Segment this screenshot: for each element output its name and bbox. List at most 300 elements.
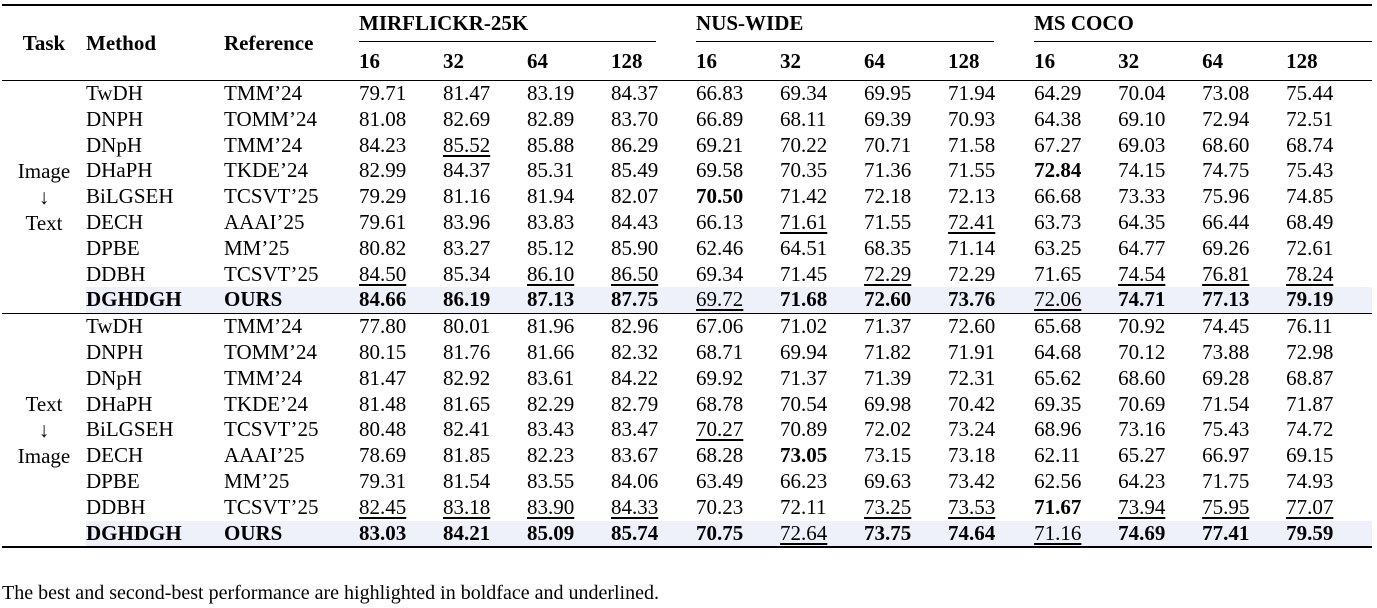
map-value-cell bbox=[443, 392, 527, 418]
header-bits: 32 bbox=[443, 49, 464, 73]
map-value: 66.89 bbox=[696, 106, 744, 131]
map-value-cell bbox=[527, 287, 611, 313]
map-value-cell bbox=[1286, 236, 1372, 262]
reference-venue: TMM’24 bbox=[224, 81, 303, 105]
map-value: 75.43 bbox=[1286, 158, 1334, 183]
map-value-cell bbox=[864, 133, 948, 159]
map-value: 79.19 bbox=[1286, 287, 1334, 312]
table-footnote: The best and second-best performance are highlighted in boldface and underlined. bbox=[2, 582, 659, 604]
map-value-cell bbox=[864, 417, 948, 443]
map-value: 72.98 bbox=[1286, 339, 1334, 364]
map-value-cell bbox=[611, 262, 696, 288]
map-value-cell bbox=[1034, 107, 1118, 133]
map-value: 74.72 bbox=[1286, 417, 1334, 442]
map-value: 70.50 bbox=[696, 184, 744, 209]
method-name: DNPH bbox=[86, 339, 144, 364]
reference-venue: OURS bbox=[224, 287, 359, 313]
map-value: 74.54 bbox=[1118, 261, 1166, 286]
map-value-cell bbox=[1202, 133, 1286, 159]
map-value-cell bbox=[359, 107, 443, 133]
map-value: 85.88 bbox=[527, 132, 575, 157]
map-value: 77.41 bbox=[1202, 520, 1250, 545]
map-value-cell bbox=[1202, 495, 1286, 521]
map-value-cell bbox=[1034, 314, 1118, 340]
map-value: 72.41 bbox=[948, 209, 996, 234]
reference-venue: TMM’24 bbox=[224, 132, 303, 157]
header-bits: 32 bbox=[1118, 49, 1140, 73]
map-value-cell bbox=[1118, 287, 1202, 313]
map-value-cell bbox=[611, 495, 696, 521]
map-value-cell bbox=[527, 262, 611, 288]
map-value-cell bbox=[696, 262, 780, 288]
map-value-cell bbox=[527, 417, 611, 443]
map-value: 72.64 bbox=[780, 520, 828, 545]
map-value-cell bbox=[780, 184, 864, 210]
map-value: 81.47 bbox=[359, 365, 407, 390]
map-value-cell bbox=[611, 521, 696, 548]
reference-venue: TMM’24 bbox=[224, 365, 303, 390]
map-value: 70.42 bbox=[948, 391, 996, 416]
map-value-cell bbox=[1202, 107, 1286, 133]
map-value: 65.68 bbox=[1034, 314, 1082, 339]
map-value-cell bbox=[359, 495, 443, 521]
map-value-cell bbox=[1034, 262, 1118, 288]
map-value: 62.56 bbox=[1034, 468, 1082, 493]
map-value-cell bbox=[527, 158, 611, 184]
map-value: 69.03 bbox=[1118, 132, 1166, 157]
map-value: 64.35 bbox=[1118, 209, 1166, 234]
map-value-cell bbox=[948, 236, 1034, 262]
map-value-cell bbox=[696, 184, 780, 210]
header-bits: 64 bbox=[864, 49, 886, 73]
map-value: 84.23 bbox=[359, 132, 407, 157]
map-value: 69.39 bbox=[864, 106, 912, 131]
map-value: 72.51 bbox=[1286, 106, 1334, 131]
map-value: 79.61 bbox=[359, 209, 407, 234]
reference-venue: TKDE’24 bbox=[224, 391, 308, 416]
map-value-cell bbox=[1286, 314, 1372, 340]
map-value-cell bbox=[527, 469, 611, 495]
map-value: 83.18 bbox=[443, 494, 491, 519]
map-value: 71.61 bbox=[780, 209, 828, 234]
map-value: 70.69 bbox=[1118, 391, 1166, 416]
map-value: 62.46 bbox=[696, 235, 744, 260]
map-value-cell bbox=[696, 417, 780, 443]
map-value: 80.15 bbox=[359, 339, 407, 364]
map-value-cell bbox=[1286, 287, 1372, 313]
method-name: DNPH bbox=[86, 106, 144, 131]
method-name: DPBE bbox=[86, 235, 140, 260]
map-value-cell bbox=[359, 417, 443, 443]
map-value-cell bbox=[1286, 469, 1372, 495]
table-row bbox=[2, 210, 1372, 236]
map-value: 74.15 bbox=[1118, 158, 1166, 183]
map-value: 72.11 bbox=[780, 494, 827, 519]
map-value: 79.29 bbox=[359, 184, 407, 209]
header-reference: Reference bbox=[224, 30, 314, 55]
header-task: Task bbox=[22, 30, 66, 55]
map-value: 80.48 bbox=[359, 417, 407, 442]
map-value: 74.69 bbox=[1118, 520, 1166, 545]
map-value-cell bbox=[1118, 521, 1202, 548]
map-value-cell bbox=[443, 184, 527, 210]
map-value: 71.94 bbox=[948, 81, 996, 105]
map-value: 76.11 bbox=[1286, 314, 1333, 339]
map-value-cell bbox=[1202, 158, 1286, 184]
map-value-cell bbox=[611, 287, 696, 313]
header-bits: 64 bbox=[527, 49, 548, 73]
header-bits: 128 bbox=[1286, 49, 1318, 73]
map-value-cell bbox=[1118, 184, 1202, 210]
map-value-cell bbox=[948, 340, 1034, 366]
map-value-cell bbox=[443, 314, 527, 340]
map-value: 66.44 bbox=[1202, 209, 1250, 234]
map-value-cell bbox=[1034, 366, 1118, 392]
map-value: 82.96 bbox=[611, 314, 659, 339]
map-value-cell bbox=[1118, 443, 1202, 469]
map-value-cell bbox=[443, 340, 527, 366]
map-value: 74.64 bbox=[948, 520, 996, 545]
map-value: 87.13 bbox=[527, 287, 575, 312]
map-value-cell bbox=[1118, 107, 1202, 133]
map-value-cell bbox=[948, 366, 1034, 392]
map-value: 68.74 bbox=[1286, 132, 1334, 157]
map-value-cell bbox=[359, 158, 443, 184]
map-value: 73.25 bbox=[864, 494, 912, 519]
map-value: 83.47 bbox=[611, 417, 659, 442]
arrow-down-icon: ↓ bbox=[38, 185, 50, 210]
map-value: 71.42 bbox=[780, 184, 828, 209]
map-value-cell bbox=[780, 340, 864, 366]
map-value: 73.05 bbox=[780, 443, 828, 468]
map-value-cell bbox=[1286, 417, 1372, 443]
map-value: 73.24 bbox=[948, 417, 996, 442]
map-value-cell bbox=[1202, 392, 1286, 418]
map-value-cell bbox=[780, 210, 864, 236]
map-value: 71.65 bbox=[1034, 261, 1082, 286]
map-value-cell bbox=[1286, 340, 1372, 366]
map-value-cell bbox=[443, 469, 527, 495]
map-value: 70.22 bbox=[780, 132, 828, 157]
map-value-cell bbox=[948, 81, 1034, 107]
map-value: 71.37 bbox=[864, 314, 912, 339]
map-value-cell bbox=[1286, 262, 1372, 288]
map-value-cell bbox=[1202, 469, 1286, 495]
map-value-cell bbox=[1118, 495, 1202, 521]
reference-venue: TCSVT’25 bbox=[224, 417, 319, 442]
map-value: 84.37 bbox=[443, 158, 491, 183]
map-value-cell bbox=[1034, 417, 1118, 443]
header-bits: 16 bbox=[696, 49, 718, 73]
map-value: 83.19 bbox=[527, 81, 575, 105]
map-value-cell bbox=[1202, 262, 1286, 288]
map-value: 82.29 bbox=[527, 391, 575, 416]
map-value-cell bbox=[780, 521, 864, 548]
map-value: 69.58 bbox=[696, 158, 744, 183]
map-value: 83.61 bbox=[527, 365, 575, 390]
map-value-cell bbox=[1034, 236, 1118, 262]
map-value-cell bbox=[780, 287, 864, 313]
map-value: 71.16 bbox=[1034, 520, 1082, 545]
map-value: 69.26 bbox=[1202, 235, 1250, 260]
map-value-cell bbox=[1286, 443, 1372, 469]
header-method: Method bbox=[86, 30, 156, 55]
map-value-cell bbox=[1202, 81, 1286, 107]
map-value-cell bbox=[948, 443, 1034, 469]
map-value: 83.90 bbox=[527, 494, 575, 519]
map-value: 84.37 bbox=[611, 81, 659, 105]
map-value: 85.09 bbox=[527, 520, 575, 545]
map-value-cell bbox=[443, 495, 527, 521]
header-dataset-nuswide: NUS-WIDE bbox=[696, 5, 1034, 42]
map-value-cell bbox=[948, 158, 1034, 184]
method-name: DECH bbox=[86, 209, 144, 234]
header-bits: 16 bbox=[359, 49, 380, 73]
map-value-cell bbox=[948, 184, 1034, 210]
reference-venue: TKDE’24 bbox=[224, 158, 308, 183]
map-value: 64.29 bbox=[1034, 81, 1082, 105]
map-value-cell bbox=[696, 81, 780, 107]
task-label bbox=[2, 81, 86, 314]
map-value: 86.19 bbox=[443, 287, 491, 312]
map-value-cell bbox=[864, 184, 948, 210]
map-value: 82.07 bbox=[611, 184, 659, 209]
map-value-cell bbox=[1202, 236, 1286, 262]
map-value-cell bbox=[611, 443, 696, 469]
map-value: 73.16 bbox=[1118, 417, 1166, 442]
map-value: 84.50 bbox=[359, 261, 407, 286]
map-value: 72.13 bbox=[948, 184, 996, 209]
map-value: 69.21 bbox=[696, 132, 744, 157]
map-value-cell bbox=[527, 521, 611, 548]
method-name: BiLGSEH bbox=[86, 184, 174, 209]
map-value-cell bbox=[527, 443, 611, 469]
map-value-cell bbox=[780, 158, 864, 184]
map-value-cell bbox=[443, 210, 527, 236]
method-name: DNpH bbox=[86, 132, 142, 157]
map-value: 63.49 bbox=[696, 468, 744, 493]
map-value: 69.92 bbox=[696, 365, 744, 390]
method-name: DPBE bbox=[86, 468, 140, 493]
map-value: 83.83 bbox=[527, 209, 575, 234]
map-value-cell bbox=[1118, 210, 1202, 236]
map-value-cell bbox=[359, 392, 443, 418]
map-value: 81.08 bbox=[359, 106, 407, 131]
map-value-cell bbox=[611, 133, 696, 159]
map-value-cell bbox=[527, 184, 611, 210]
map-value-cell bbox=[696, 133, 780, 159]
map-value-cell bbox=[696, 287, 780, 313]
map-value-cell bbox=[359, 210, 443, 236]
map-value: 70.23 bbox=[696, 494, 744, 519]
map-value: 66.97 bbox=[1202, 443, 1250, 468]
map-value: 82.69 bbox=[443, 106, 491, 131]
map-value: 70.12 bbox=[1118, 339, 1166, 364]
reference-venue: TCSVT’25 bbox=[224, 184, 319, 209]
map-value: 69.28 bbox=[1202, 365, 1250, 390]
header-dataset-mirflickr: MIRFLICKR-25K bbox=[359, 5, 696, 42]
map-value: 64.77 bbox=[1118, 235, 1166, 260]
map-value: 83.43 bbox=[527, 417, 575, 442]
table-row bbox=[2, 340, 1372, 366]
map-value-cell bbox=[1034, 495, 1118, 521]
map-value: 85.90 bbox=[611, 235, 659, 260]
map-value: 82.32 bbox=[611, 339, 659, 364]
map-value-cell bbox=[443, 521, 527, 548]
map-value: 67.06 bbox=[696, 314, 744, 339]
map-value: 84.06 bbox=[611, 468, 659, 493]
map-value: 79.71 bbox=[359, 81, 407, 105]
map-value-cell bbox=[696, 340, 780, 366]
map-value: 71.02 bbox=[780, 314, 828, 339]
method-name: DGHDGH bbox=[86, 287, 224, 313]
map-value: 77.80 bbox=[359, 314, 407, 339]
map-value: 75.96 bbox=[1202, 184, 1250, 209]
map-value-cell bbox=[696, 443, 780, 469]
map-value-cell bbox=[1286, 133, 1372, 159]
map-value-cell bbox=[948, 495, 1034, 521]
map-value: 72.94 bbox=[1202, 106, 1250, 131]
map-value: 71.39 bbox=[864, 365, 912, 390]
map-value: 73.94 bbox=[1118, 494, 1166, 519]
header-bits: 16 bbox=[1034, 49, 1056, 73]
map-value: 81.48 bbox=[359, 391, 407, 416]
map-value-cell bbox=[359, 314, 443, 340]
map-value-cell bbox=[527, 210, 611, 236]
table-row bbox=[2, 417, 1372, 443]
reference-venue: MM’25 bbox=[224, 235, 290, 260]
map-value: 82.41 bbox=[443, 417, 491, 442]
map-value: 68.78 bbox=[696, 391, 744, 416]
map-value: 84.21 bbox=[443, 520, 491, 545]
map-value-cell bbox=[1118, 366, 1202, 392]
table-row bbox=[2, 184, 1372, 210]
method-name: DNpH bbox=[86, 365, 142, 390]
map-value-cell bbox=[1202, 210, 1286, 236]
map-value: 70.71 bbox=[864, 132, 912, 157]
map-value: 64.51 bbox=[780, 235, 828, 260]
map-value: 71.54 bbox=[1202, 391, 1250, 416]
reference-venue: TOMM’24 bbox=[224, 339, 317, 364]
map-value-cell bbox=[1118, 314, 1202, 340]
reference-venue: AAAI’25 bbox=[224, 209, 305, 234]
map-value-cell bbox=[864, 81, 948, 107]
map-value-cell bbox=[780, 262, 864, 288]
map-value: 72.29 bbox=[948, 261, 996, 286]
map-value-cell bbox=[1118, 340, 1202, 366]
reference-venue: TMM’24 bbox=[224, 314, 303, 339]
map-value: 81.65 bbox=[443, 391, 491, 416]
map-value: 76.81 bbox=[1202, 261, 1250, 286]
map-value-cell bbox=[864, 210, 948, 236]
map-value: 86.29 bbox=[611, 132, 659, 157]
map-value-cell bbox=[1034, 469, 1118, 495]
map-value-cell bbox=[1202, 314, 1286, 340]
map-value-cell bbox=[611, 107, 696, 133]
map-value-cell bbox=[1202, 521, 1286, 548]
map-value-cell bbox=[864, 262, 948, 288]
map-value-cell bbox=[696, 366, 780, 392]
map-value: 71.58 bbox=[948, 132, 996, 157]
header-row-datasets bbox=[2, 5, 1372, 42]
table-row bbox=[2, 287, 1372, 313]
map-value: 71.75 bbox=[1202, 468, 1250, 493]
map-value-cell bbox=[780, 392, 864, 418]
map-value: 75.43 bbox=[1202, 417, 1250, 442]
map-value-cell bbox=[948, 417, 1034, 443]
map-value-cell bbox=[780, 107, 864, 133]
map-value-cell bbox=[443, 287, 527, 313]
map-value: 71.82 bbox=[864, 339, 912, 364]
map-value: 70.75 bbox=[696, 520, 744, 545]
map-value: 81.54 bbox=[443, 468, 491, 493]
map-value-cell bbox=[611, 314, 696, 340]
task-label bbox=[2, 314, 86, 548]
table-row bbox=[2, 107, 1372, 133]
map-value: 66.83 bbox=[696, 81, 744, 105]
map-value: 70.92 bbox=[1118, 314, 1166, 339]
table-row bbox=[2, 495, 1372, 521]
map-value: 82.79 bbox=[611, 391, 659, 416]
map-value: 63.25 bbox=[1034, 235, 1082, 260]
map-value: 74.71 bbox=[1118, 287, 1166, 312]
map-value-cell bbox=[443, 158, 527, 184]
map-value-cell bbox=[1118, 392, 1202, 418]
map-value-cell bbox=[864, 469, 948, 495]
map-value: 74.75 bbox=[1202, 158, 1250, 183]
map-value: 63.73 bbox=[1034, 209, 1082, 234]
map-value-cell bbox=[359, 236, 443, 262]
map-value: 74.93 bbox=[1286, 468, 1334, 493]
header-bits: 128 bbox=[948, 49, 980, 73]
map-value: 77.13 bbox=[1202, 287, 1250, 312]
map-value-cell bbox=[864, 287, 948, 313]
map-value-cell bbox=[696, 314, 780, 340]
map-value: 77.07 bbox=[1286, 494, 1334, 519]
map-value: 69.63 bbox=[864, 468, 912, 493]
map-value: 64.38 bbox=[1034, 106, 1082, 131]
map-value: 68.28 bbox=[696, 443, 744, 468]
map-value: 64.23 bbox=[1118, 468, 1166, 493]
task-label-line: Text bbox=[25, 211, 63, 236]
map-value-cell bbox=[359, 287, 443, 313]
map-value-cell bbox=[359, 469, 443, 495]
table-row bbox=[2, 392, 1372, 418]
map-value: 65.62 bbox=[1034, 365, 1082, 390]
map-value: 68.96 bbox=[1034, 417, 1082, 442]
map-value-cell bbox=[948, 107, 1034, 133]
header-dataset-mscoco: MS COCO bbox=[1034, 5, 1372, 42]
map-value: 72.18 bbox=[864, 184, 912, 209]
map-value: 83.03 bbox=[359, 520, 407, 545]
map-value: 66.68 bbox=[1034, 184, 1082, 209]
table-row bbox=[2, 81, 1372, 107]
map-value: 71.36 bbox=[864, 158, 912, 183]
map-value: 83.96 bbox=[443, 209, 491, 234]
method-name: DDBH bbox=[86, 261, 146, 286]
map-value-cell bbox=[1286, 184, 1372, 210]
map-value: 81.96 bbox=[527, 314, 575, 339]
method-name: BiLGSEH bbox=[86, 417, 174, 442]
map-value: 72.29 bbox=[864, 261, 912, 286]
map-value-cell bbox=[864, 314, 948, 340]
map-value-cell bbox=[527, 236, 611, 262]
header-bits: 128 bbox=[611, 49, 643, 73]
table-row bbox=[2, 443, 1372, 469]
map-value-cell bbox=[611, 210, 696, 236]
map-value: 82.23 bbox=[527, 443, 575, 468]
map-value: 69.95 bbox=[864, 81, 912, 105]
